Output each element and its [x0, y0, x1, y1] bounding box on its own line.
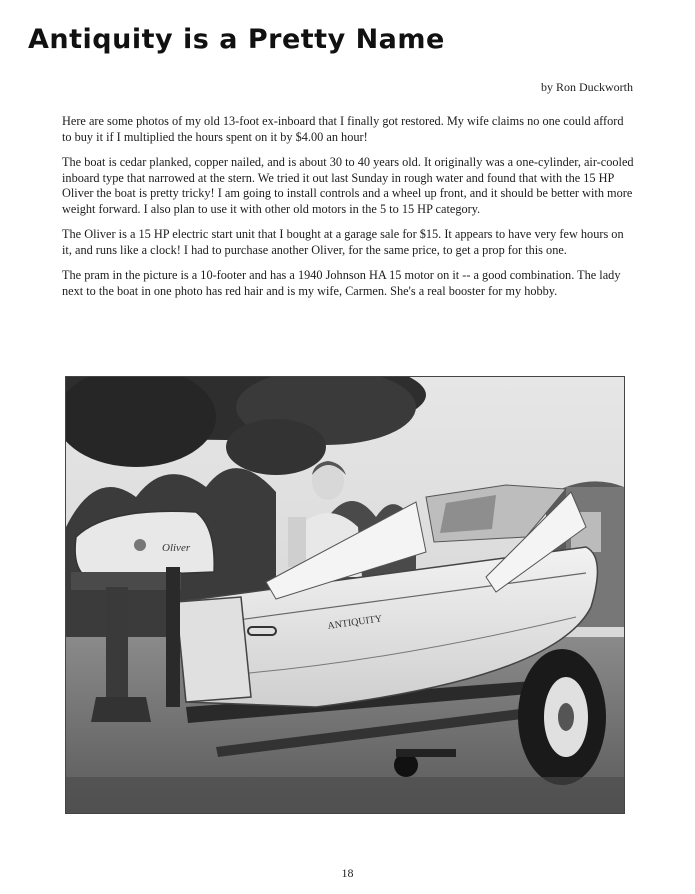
page-number: 18 [341, 866, 354, 880]
boat-photo [65, 376, 625, 814]
article-body [62, 114, 636, 309]
motor-brand-label: Oliver [162, 542, 191, 554]
paragraph-1: Here are some photos of my old 13-foot ex-inboard that I finally got restored. My wife claims no one could afford to buy it if I multiplied the hours spent on it by $4.00 an hour! [62, 114, 624, 144]
article-title: Antiquity is a Pretty Name [28, 24, 445, 55]
paragraph-2: The boat is cedar planked, copper nailed, and is about 30 to 40 years old. It originally was a one-cylinder, air-cooled inboard type that narrowed at the stern. We tried it out last Sunday in rough water and found that with the 15 HP Oliver the boat is pretty tricky! I am going to install controls and a wheel up front, and it should be better with more weight forward. I also plan to use it with other old motors in the 5 to 15 HP category. [62, 155, 634, 216]
paragraph-3: The Oliver is a 15 HP electric start unit that I bought at a garage sale for $15. It appears to have very few hours on it, and runs like a clock! I had to purchase another Oliver, for the same price, to get a prop for this one. [62, 227, 624, 257]
paragraph-4: The pram in the picture is a 10-footer and has a 1940 Johnson HA 15 motor on it -- a good combination. The lady next to the boat in one photo has red hair and is my wife, Carmen. She's a real booster for my hobby. [62, 268, 621, 298]
article-byline: by Ron Duckworth [541, 80, 633, 94]
hull-name-label: ANTIQUITY [326, 613, 383, 632]
